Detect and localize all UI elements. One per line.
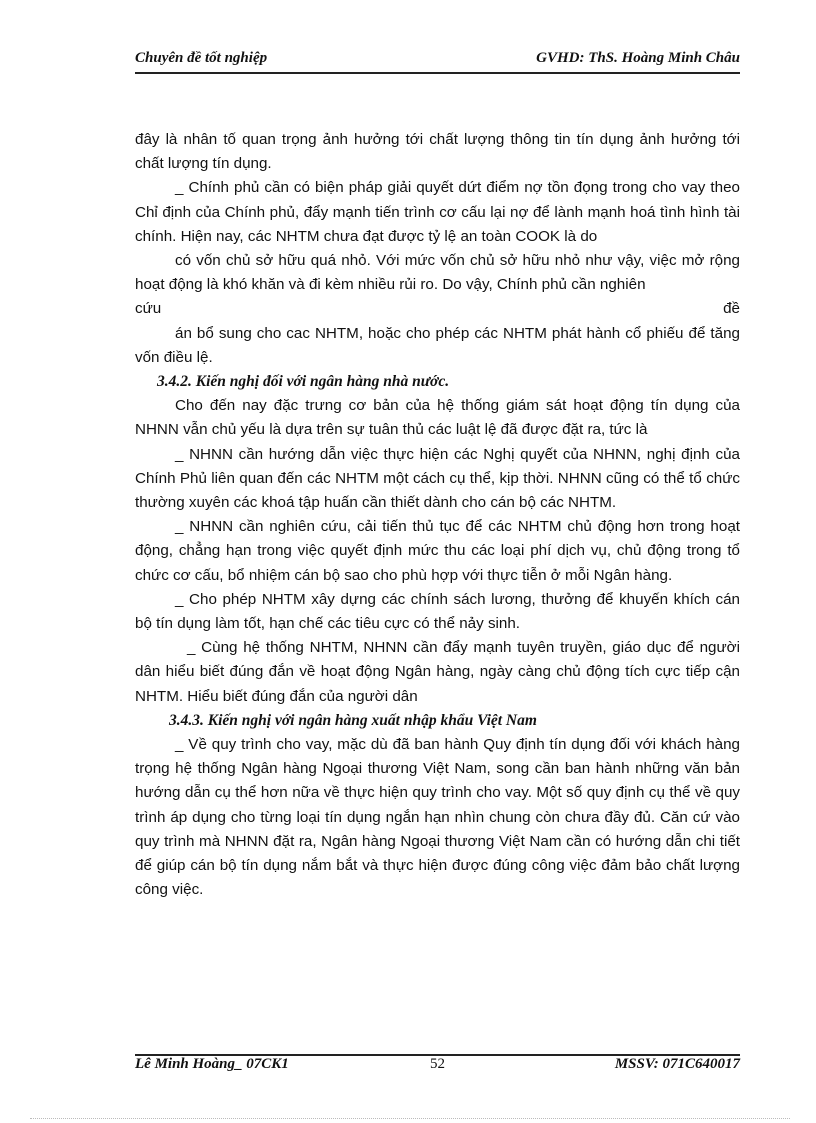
footer-author: Lê Minh Hoàng_ 07CK1 [135, 1056, 289, 1072]
page-header [135, 50, 740, 70]
paragraph: Cho đến nay đặc trưng cơ bản của hệ thống giám sát hoạt động tín dụng của NHNN vẫn chủ yếu là dựa trên sự tuân thủ các luật lệ đã được đặt ra, tức là [135, 397, 740, 439]
header-rule [135, 72, 740, 74]
paragraph-split-line [135, 297, 740, 321]
section-heading-3-4-3: 3.4.3. Kiến nghị với ngân hàng xuất nhập khẩu Việt Nam [169, 711, 537, 729]
split-word-right: đề [723, 300, 740, 318]
paragraph: đây là nhân tố quan trọng ảnh hưởng tới chất lượng thông tin tín dụng ảnh hưởng tới chất lượng tín dụng. [135, 131, 740, 173]
document-body [135, 128, 740, 903]
section-heading-3-4-2: 3.4.2. Kiến nghị đối với ngân hàng nhà nước. [157, 373, 450, 391]
page-number: 52 [430, 1056, 445, 1072]
paragraph [135, 249, 740, 297]
page-bottom-divider [30, 1118, 790, 1119]
page-footer [135, 1056, 740, 1078]
paragraph: _ Cho phép NHTM xây dựng các chính sách lương, thưởng để khuyến khích cán bộ tín dụng làm tốt, hạn chế các tiêu cực có thể nảy sinh. [135, 590, 740, 633]
paragraph: _ Cùng hệ thống NHTM, NHNN cần đẩy mạnh tuyên truyền, giáo dục để người dân hiểu biết đúng đắn về hoạt động Ngân hàng, ngày càng chủ động tích cực tiếp cận NHTM. Hiểu biết đúng đắn của người dân [135, 639, 740, 705]
paragraph: án bổ sung cho cac NHTM, hoặc cho phép các NHTM phát hành cổ phiếu để tăng vốn điều lệ. [135, 324, 740, 366]
paragraph-text: có vốn chủ sở hữu quá nhỏ. Với mức vốn chủ sở hữu nhỏ như vậy, việc mở rộng hoạt động là khó khăn và đi kèm nhiều rủi ro. Do vậy, Chính phủ cần nghiên [135, 252, 740, 294]
header-advisor: GVHD: ThS. Hoàng Minh Châu [536, 50, 740, 66]
header-title: Chuyên đề tốt nghiệp [135, 50, 268, 66]
footer-student-id: MSSV: 071C640017 [614, 1056, 740, 1072]
paragraph: _ NHNN cần nghiên cứu, cải tiến thủ tục để các NHTM chủ động hơn trong hoạt động, chẳng hạn trong việc quyết định mức thu các loại phí dịch vụ, chủ động trong tổ chức cơ cấu, bổ nhiệm cán bộ sao cho phù hợp với thực tiễn ở mỗi Ngân hàng. [135, 518, 740, 584]
paragraph: _ Chính phủ cần có biện pháp giải quyết dứt điểm nợ tồn đọng trong cho vay theo Chỉ định của Chính phủ, đẩy mạnh tiến trình cơ cấu lại nợ để lành mạnh hoá tình hình tài chính. Hiện nay, các NHTM chưa đạt được tỷ lệ an toàn COOK là do [135, 179, 740, 245]
paragraph: _ NHNN cần hướng dẫn việc thực hiện các Nghị quyết của NHNN, nghị định của Chính Phủ liên quan đến các NHTM một cách cụ thể, kịp thời. NHNN cũng có thể tổ chức thường xuyên các khoá tập huấn cần thiết dành cho cán bộ các NHTM. [135, 445, 740, 512]
split-word-left: cứu [135, 300, 162, 318]
paragraph: _ Về quy trình cho vay, mặc dù đã ban hành Quy định tín dụng đối với khách hàng trọng hệ thống Ngân hàng Ngoại thương Việt Nam, song cần ban hành những văn bản hướng dẫn cụ thể hơn nữa về thực hiện quy trình cho vay. Một số quy định cụ thể về quy trình áp dụng cho từng loại tín dụng ngắn hạn nhìn chung còn chưa đầy đủ. Căn cứ vào quy trình mà NHNN đặt ra, Ngân hàng Ngoại thương Việt Nam cần có hướng dẫn chi tiết để giúp cán bộ tín dụng nắm bắt và thực hiện được đúng công việc đảm bảo chất lượng công việc. [135, 736, 740, 899]
